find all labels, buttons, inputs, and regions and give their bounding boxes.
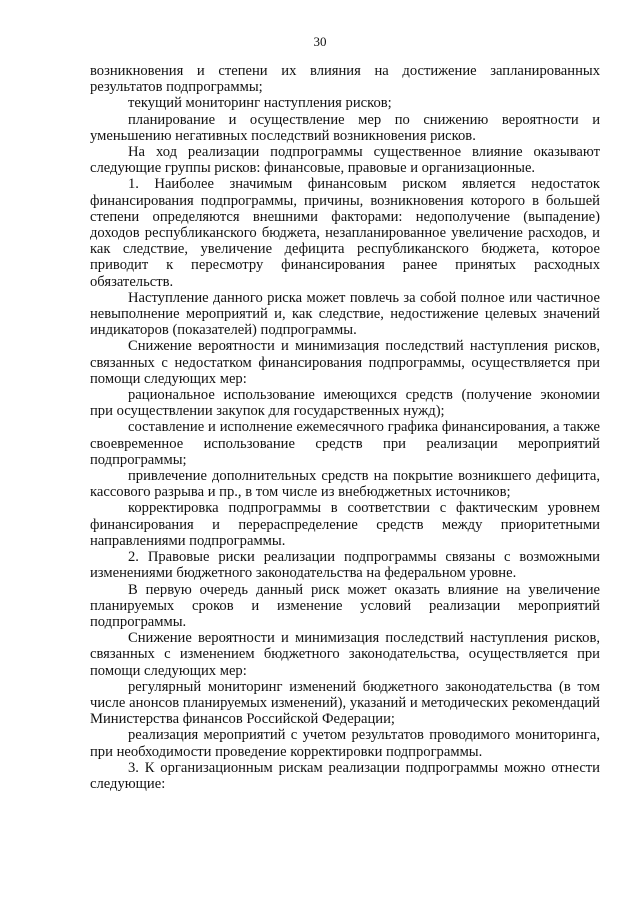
paragraph: В первую очередь данный риск может оказать влияние на увеличение планируемых сроков и изменение условий реализации мероприятий подпрограммы.	[90, 581, 600, 630]
paragraph: привлечение дополнительных средств на покрытие возникшего дефицита, кассового разрыва и пр., в том числе из внебюджетных источников;	[90, 468, 600, 501]
page-number: 30	[313, 34, 327, 49]
paragraph: Наступление данного риска может повлечь за собой полное или частичное невыполнение мероприятий и, как следствие, недостижение целевых значений индикаторов (показателей) подпрограммы.	[90, 289, 600, 339]
paragraph: реализация мероприятий с учетом результатов проводимого мониторинга, при необходимости проведение корректировки подпрограммы.	[90, 727, 600, 760]
paragraph: регулярный мониторинг изменений бюджетного законодательства (в том числе анонсов планируемых изменений), указаний и методических рекомендаций Министерства финансов Российской Федерации;	[90, 678, 600, 728]
document-body	[90, 63, 600, 792]
paragraph: 3. К организационным рискам реализации подпрограммы можно отнести следующие:	[90, 759, 600, 792]
paragraph: 1. Наиболее значимым финансовым риском является недостаток финансирования подпрограммы, причины, возникновения которого в большей степени определяются внешними факторами: недополучение (выпадение) доходов республиканского бюджета, незапланированное увеличение расходов, и как следствие, увеличение дефицита республиканского бюджета, которое приводит к пересмотру финансирования ранее принятых расходных обязательств.	[90, 176, 600, 290]
paragraph: планирование и осуществление мер по снижению вероятности и уменьшению негативных последствий возникновения рисков.	[90, 111, 600, 144]
paragraph-continued: возникновения и степени их влияния на достижение запланированных результатов подпрограммы;	[90, 63, 600, 96]
paragraph: корректировка подпрограммы в соответствии с фактическим уровнем финансирования и перераспределение средств между приоритетными направлениями подпрограммы.	[90, 500, 600, 549]
paragraph: Снижение вероятности и минимизация последствий наступления рисков, связанных с недостатком финансирования подпрограммы, осуществляется при помощи следующих мер:	[90, 338, 600, 387]
paragraph: составление и исполнение ежемесячного графика финансирования, а также своевременное использование средств при реализации мероприятий подпрограммы;	[90, 419, 600, 468]
paragraph: 2. Правовые риски реализации подпрограммы связаны с возможными изменениями бюджетного законодательства на федеральном уровне.	[90, 549, 600, 582]
paragraph: На ход реализации подпрограммы существенное влияние оказывают следующие группы рисков: финансовые, правовые и организационные.	[90, 144, 600, 177]
paragraph: Снижение вероятности и минимизация последствий наступления рисков, связанных с изменением бюджетного законодательства, осуществляется при помощи следующих мер:	[90, 630, 600, 679]
paragraph: рациональное использование имеющихся средств (получение экономии при осуществлении закупок для государственных нужд);	[90, 387, 600, 420]
paragraph: текущий мониторинг наступления рисков;	[128, 95, 392, 112]
